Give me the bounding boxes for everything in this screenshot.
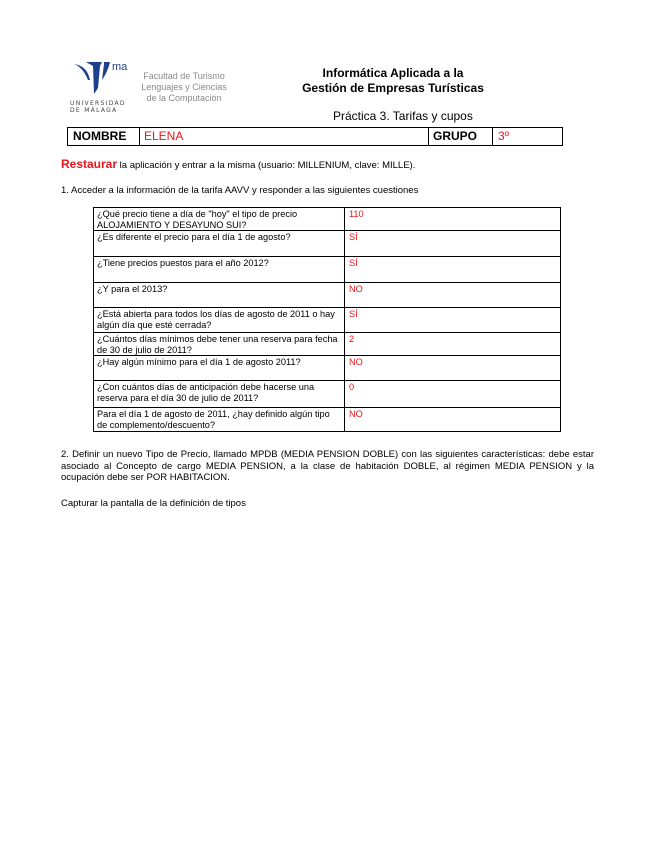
faculty-line-1: Facultad de Turismo	[143, 71, 225, 81]
title-line-2: Gestión de Empresas Turísticas	[302, 81, 484, 95]
question-cell: ¿Tiene precios puestos para el año 2012?	[94, 257, 345, 283]
group-label: GRUPO	[428, 128, 493, 145]
logo-mark: ma	[112, 61, 128, 73]
answer-cell: 110	[345, 208, 561, 231]
answer-cell: NO	[345, 408, 561, 432]
question-cell: ¿Hay algún mínimo para el día 1 de agosto 2011?	[94, 356, 345, 381]
section-3-text: Capturar la pantalla de la definición de tipos	[61, 498, 246, 509]
question-cell: ¿Con cuántos días de anticipación debe hacerse una reserva para el día 30 de julio de 2011?	[94, 381, 345, 408]
question-cell: ¿Cuántos días mínimos debe tener una reserva para fecha de 30 de julio de 2011?	[94, 333, 345, 356]
student-info-row	[67, 127, 563, 146]
restore-instruction	[61, 158, 415, 172]
university-line-2: DE MÁLAGA	[70, 107, 118, 114]
question-cell: ¿Y para el 2013?	[94, 283, 345, 308]
table-row	[94, 381, 561, 408]
name-value: ELENA	[144, 129, 184, 143]
table-row	[94, 308, 561, 333]
restore-keyword: Restaurar	[61, 157, 118, 171]
answer-cell: 2	[345, 333, 561, 356]
table-row	[94, 208, 561, 231]
group-value: 3º	[498, 129, 510, 143]
question-cell: ¿Está abierta para todos los días de agosto de 2011 o hay algún día que esté cerrada?	[94, 308, 345, 333]
university-name	[70, 100, 132, 114]
table-row	[94, 257, 561, 283]
name-label: NOMBRE	[68, 128, 140, 145]
faculty-line-3: de la Computación	[146, 93, 222, 103]
section-2-text: 2. Definir un nuevo Tipo de Precio, llamado MPDB (MEDIA PENSION DOBLE) con las siguientes características: debe estar asociado al Concepto de cargo MEDIA PENSION, a la clase de habitación DOBLE, al régimen MEDIA PENSION y la ocupación debe ser POR HABITACION.	[61, 449, 594, 483]
title-line-1: Informática Aplicada a la	[322, 66, 464, 80]
answer-cell: NO	[345, 356, 561, 381]
faculty-name	[134, 71, 234, 104]
answer-cell: SÍ	[345, 231, 561, 257]
question-cell: Para el día 1 de agosto de 2011, ¿hay definido algún tipo de complemento/descuento?	[94, 408, 345, 432]
page-title	[263, 66, 523, 96]
question-cell: ¿Es diferente el precio para el día 1 de agosto?	[94, 231, 345, 257]
questions-table	[93, 207, 561, 432]
table-row	[94, 231, 561, 257]
answer-cell: NO	[345, 283, 561, 308]
question-cell: ¿Qué precio tiene a día de "hoy" el tipo de precio ALOJAMIENTO Y DESAYUNO SUI?	[94, 208, 345, 231]
table-row	[94, 283, 561, 308]
table-row	[94, 333, 561, 356]
page-subtitle: Práctica 3. Tarifas y cupos	[333, 109, 473, 123]
answer-cell: SÍ	[345, 308, 561, 333]
section-1-text: 1. Acceder a la información de la tarifa AAVV y responder a las siguientes cuestiones	[61, 185, 419, 196]
answer-cell: 0	[345, 381, 561, 408]
answer-cell: SÍ	[345, 257, 561, 283]
faculty-line-2: Lenguajes y Ciencias	[141, 82, 227, 92]
table-row	[94, 408, 561, 432]
restore-text: la aplicación y entrar a la misma (usuario: MILLENIUM, clave: MILLE).	[117, 160, 416, 171]
university-line-1: UNIVERSIDAD	[70, 100, 126, 107]
table-row	[94, 356, 561, 381]
